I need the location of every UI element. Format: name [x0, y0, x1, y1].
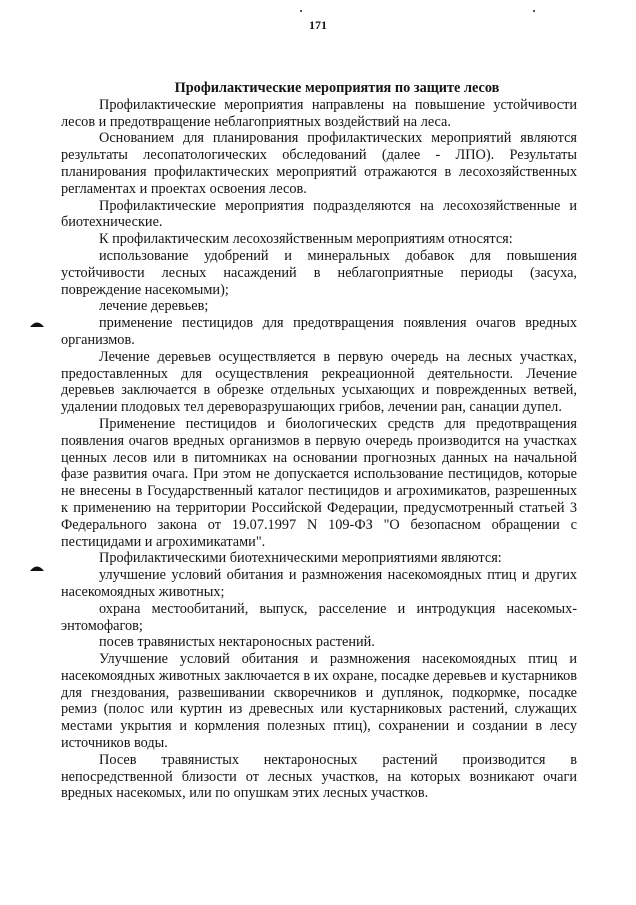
paragraph: Основанием для планирования профилактических мероприятий являются результаты лесопатологических обследований (далее - ЛПО). Результаты планирования профилактических мероприятий отражаются в лесохозяйственных регламентах и проектах освоения лесов.: [61, 130, 577, 197]
section-title: Профилактические мероприятия по защите лесов: [174, 80, 500, 96]
binder-hole-mark: [30, 320, 44, 327]
scan-speck: [300, 10, 302, 12]
list-item: использование удобрений и минеральных добавок для повышения устойчивости лесных насаждений в неблагоприятные периоды (засуха, повреждение насекомыми);: [61, 247, 577, 298]
page-number: 171: [309, 18, 327, 32]
paragraph: К профилактическим лесохозяйственным мероприятиям относятся:: [99, 231, 513, 248]
paragraph: Улучшение условий обитания и размножения насекомоядных птиц и насекомоядных животных заключается в их охране, посадке деревьев и кустарников для гнездования, развешивании скворечников и дуплянок, подкормке, посадке ремиз (полос или куртин из древесных или кустарниковых растений, служащих местами укрытия и кормления полезных птиц), сохранении и создании в лесу источников воды.: [61, 651, 577, 752]
scan-speck: [533, 10, 535, 12]
paragraph: Лечение деревьев осуществляется в первую очередь на лесных участках, предоставленных для осуществления рекреационной деятельности. Лечение деревьев заключается в обрезке отдельных усыхающих и поврежденных ветвей, удалении плодовых тел дереворазрушающих грибов, лечении ран, санации дупел.: [61, 348, 577, 416]
list-item: улучшение условий обитания и размножения насекомоядных птиц и других насекомоядных животных;: [61, 567, 577, 600]
list-item: применение пестицидов для предотвращения появления очагов вредных организмов.: [61, 315, 577, 348]
paragraph: Применение пестицидов и биологических средств для предотвращения появления очагов вредных организмов в первую очередь производится на участках ценных лесов или в питомниках на основании прогнозных данных на начальной фазе развития очага. При этом не допускается использование пестицидов, которые не внесены в Государственный каталог пестицидов и агрохимикатов, разрешенных к применению на территории Российской Федерации, предусмотренный статьей 3 Федерального закона от 19.07.1997 N 109-ФЗ "О безопасном обращении с пестицидами и агрохимикатами".: [61, 415, 577, 550]
list-item: лечение деревьев;: [99, 298, 209, 315]
list-item: посев травянистых нектароносных растений.: [99, 634, 375, 651]
paragraph: Профилактические мероприятия подразделяются на лесохозяйственные и биотехнические.: [61, 197, 577, 231]
paragraph: Профилактическими биотехническими мероприятиями являются:: [99, 550, 502, 567]
binder-hole-mark: [30, 564, 44, 571]
paragraph: Профилактические мероприятия направлены на повышение устойчивости лесов и предотвращение неблагоприятных воздействий на леса.: [61, 96, 577, 130]
paragraph: Посев травянистых нектароносных растений производится в непосредственной близости от лесных участков, на которых возникают очаги вредных насекомых, или по опушкам этих лесных участков.: [61, 751, 577, 802]
list-item: охрана местообитаний, выпуск, расселение и интродукция насекомых-энтомофагов;: [61, 600, 577, 634]
document-body: [61, 80, 577, 802]
